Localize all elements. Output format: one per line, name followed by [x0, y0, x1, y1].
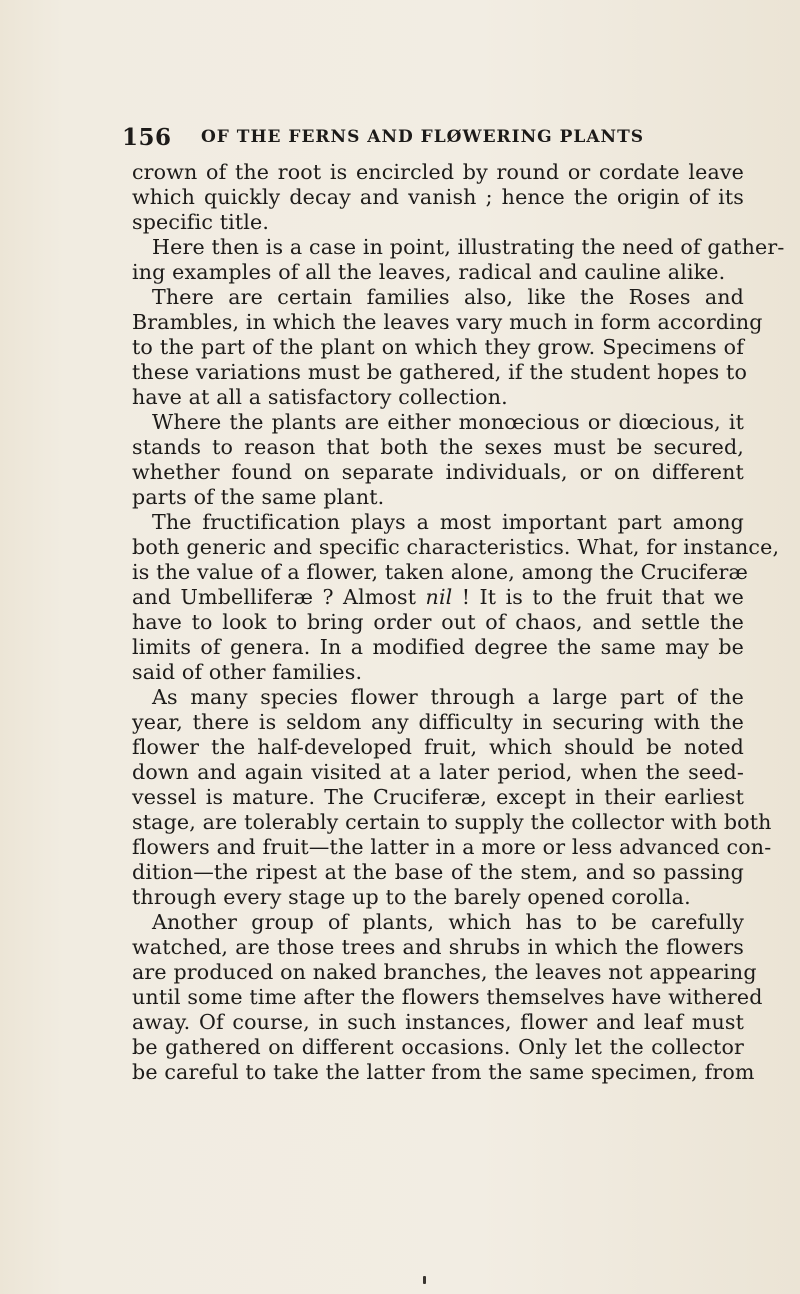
running-header-title: OF THE FERNS AND FLØWERING PLANTS: [201, 127, 644, 147]
text-line: watched, are those trees and shrubs in which the flowers: [132, 935, 744, 959]
text-line: year, there is seldom any difficulty in securing with the: [132, 710, 744, 734]
text-line: Where the plants are either monœcious or diœcious, it: [152, 410, 744, 434]
text-line: The fructification plays a most important part among: [152, 510, 744, 534]
text-line: said of other families.: [132, 660, 363, 684]
text-line: Brambles, in which the leaves vary much in form according: [132, 310, 763, 334]
text-line: crown of the root is encircled by round or cordate leave: [132, 160, 744, 184]
text-line: through every stage up to the barely opened corolla.: [132, 885, 691, 909]
text-line: ing examples of all the leaves, radical and cauline alike.: [132, 260, 726, 284]
text-line-part: ! It is to the fruit that we: [452, 585, 744, 609]
text-line: down and again visited at a later period, when the seed-: [132, 760, 744, 784]
text-line: dition—the ripest at the base of the stem, and so passing: [132, 860, 744, 884]
text-line: which quickly decay and vanish ; hence the origin of its: [132, 185, 744, 209]
text-line: limits of genera. In a modified degree the same may be: [132, 635, 744, 659]
text-line: specific title.: [132, 210, 270, 234]
text-line: to the part of the plant on which they grow. Specimens of: [132, 335, 744, 359]
text-line: have at all a satisfactory collection.: [132, 385, 508, 409]
text-line: As many species flower through a large part of the: [152, 685, 744, 709]
text-line: whether found on separate individuals, or on different: [132, 460, 744, 484]
text-line: Here then is a case in point, illustrating the need of gather-: [152, 235, 785, 259]
text-line: vessel is mature. The Cruciferæ, except in their earliest: [132, 785, 744, 809]
text-line: these variations must be gathered, if the student hopes to: [132, 360, 747, 384]
print-speck: [423, 1276, 426, 1284]
text-line: be careful to take the latter from the same specimen, from: [132, 1060, 755, 1084]
text-line: both generic and specific characteristics. What, for instance,: [132, 535, 780, 559]
text-line: is the value of a flower, taken alone, among the Cruciferæ: [132, 560, 748, 584]
text-line: away. Of course, in such instances, flower and leaf must: [132, 1010, 744, 1034]
text-line: be gathered on different occasions. Only let the collector: [132, 1035, 744, 1059]
text-line: There are certain families also, like the Roses and: [152, 285, 744, 309]
page-number: 156: [122, 124, 172, 151]
text-line: Another group of plants, which has to be carefully: [152, 910, 744, 934]
text-line: have to look to bring order out of chaos, and settle the: [132, 610, 744, 634]
text-line: flower the half-developed fruit, which should be noted: [132, 735, 744, 759]
text-line-part: and Umbelliferæ ? Almost: [132, 585, 417, 609]
text-line: until some time after the flowers themselves have withered: [132, 985, 763, 1009]
text-line: are produced on naked branches, the leaves not appearing: [132, 960, 757, 984]
text-line: flowers and fruit—the latter in a more or less advanced con-: [132, 835, 772, 859]
running-head: [122, 124, 742, 154]
text-line: [132, 585, 744, 610]
body-text: [132, 160, 785, 1085]
italic-word: nil: [425, 585, 453, 609]
text-line: stage, are tolerably certain to supply the collector with both: [132, 810, 772, 834]
text-line: stands to reason that both the sexes must be secured,: [132, 435, 744, 459]
text-line: parts of the same plant.: [132, 485, 385, 509]
